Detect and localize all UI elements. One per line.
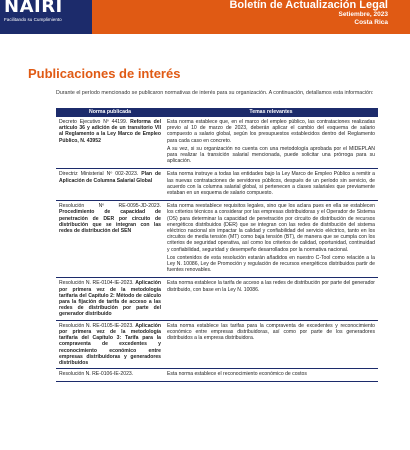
temas-cell bbox=[164, 201, 378, 278]
norma-cell bbox=[56, 320, 164, 368]
bulletin-country: Costa Rica bbox=[354, 19, 388, 26]
table-body bbox=[56, 117, 378, 382]
temas-paragraph: A su vez, si su organización no cuenta con una metodología aprobada por el MIDEPLAN para realizar la transición salarial mencionada, puede solicitar una prórroga para su aplicación. bbox=[167, 145, 375, 165]
norma-reference: Resolución N. RE-0104-IE-2023. bbox=[59, 280, 136, 287]
norma-reference: Directriz Ministerial Nº 002-2023. bbox=[59, 171, 142, 178]
norma-reference: Resolución Nº RE-0095-JD-2023. bbox=[59, 203, 161, 210]
norma-cell bbox=[56, 201, 164, 278]
norma-reference: Resolución N. RE-0106-IE-2023. bbox=[59, 371, 134, 378]
norma-title: Reforma del artículo 36 y adición de un transitorio VII al Reglamento a la Ley Marco de Empleo Público, N. 43952 bbox=[59, 119, 161, 144]
temas-cell bbox=[164, 320, 378, 368]
header-temas: Temas relevantes bbox=[164, 108, 378, 117]
norma-cell bbox=[56, 369, 164, 382]
norma-title: Aplicación por primera vez de la metodología tarifaria del Capítulo 2: Método de cálculo para la fijación de tarifa de acceso a las redes de distribución por parte del generador distribuido bbox=[59, 280, 161, 318]
norma-reference: Decreto Ejecutivo Nº 44199. bbox=[59, 119, 131, 125]
temas-paragraph: Esta norma establece las tarifas para la compraventa de excedentes y reconocimiento económico entre empresas distribuidoras, así como por parte de los generadores distribuidos a la empresa distribuidora. bbox=[167, 322, 375, 342]
temas-cell bbox=[164, 278, 378, 320]
norma-cell bbox=[56, 278, 164, 320]
logo: NAIRI bbox=[4, 0, 63, 17]
header-info bbox=[229, 0, 388, 27]
norma-title: Plan de Aplicación de Columna Salarial Global bbox=[59, 171, 161, 184]
temas-paragraph: Esta norma reestablece requisitos legales, sino que los aclara pues en ella se establecen los criterios técnicos a considerar por las empresas distribuidoras y el Operador de Sistema (OS) para determinar la capacidad de penetración por circuito de distribución de recursos energéticos distribuidos (DER) que se integran con las redes de distribución del sistema eléctrico nacional sin impactar la calidad y confiabilidad del servicio eléctrico, tanto en los circuitos de media tensión (MT) como baja tensión (BT), de manera que se cumpla con los criterios de seguridad operativa, así como los criterios de calidad, oportunidad, continuidad y confiabilidad, seguridad y desempeño desarrollados por la normativa nacional. bbox=[167, 203, 375, 253]
temas-cell bbox=[164, 369, 378, 382]
norma-title: Procedimiento de capacidad de penetración de DER por circuito de distribución que se integran con las redes de distribución del SEN bbox=[59, 209, 161, 235]
temas-paragraph: Los contenidos de esta resolución estarán añadidos en nuestro C-Tool como relación a la Ley N. 10086, Ley de Promoción y regulación de recursos energéticos distribuidos partir de fuentes renovables. bbox=[167, 254, 375, 274]
logo-block bbox=[0, 0, 92, 34]
table-header-row bbox=[56, 108, 378, 117]
temas-cell bbox=[164, 117, 378, 169]
norma-cell bbox=[56, 169, 164, 201]
header-norma: Norma publicada bbox=[56, 108, 164, 117]
norma-title: Aplicación por primera vez de la metodología tarifaria del Capítulo 3: Tarifa para la compraventa de excedentes y reconocimiento económico entre empresas distribuidoras y generadores distribuidos bbox=[59, 322, 161, 366]
bulletin-title: Boletín de Actualización Legal bbox=[229, 0, 388, 11]
temas-paragraph: Esta norma instruye a todas las entidades bajo la Ley Marco de Empleo Público a remitir a las nuevas contrataciones de servidores públicos, después de un período sin servicio, de acuerdo con la columna salarial global, si pertenecen a clases salariales que previamente estaban en un esquema de salario compuesto. bbox=[167, 171, 375, 197]
table-row bbox=[56, 169, 378, 201]
temas-paragraph: Esta norma establece el reconocimiento económico de costos bbox=[167, 371, 307, 378]
temas-cell bbox=[164, 169, 378, 201]
norma-reference: Resolución N. RE-0105-IE-2023. bbox=[59, 322, 136, 329]
publications-table bbox=[56, 108, 378, 382]
table-row bbox=[56, 117, 378, 169]
table-row bbox=[56, 369, 378, 382]
temas-paragraph: Esta norma establece que, en el marco del empleo público, las contrataciones realizadas previo al 10 de marzo de 2023, deberán aplicar el cambio del esquema de salario compuesto a salario global, según los presupuestos establecidos dentro del Reglamento para cada caso en concreto. bbox=[167, 119, 375, 144]
norma-cell bbox=[56, 117, 164, 169]
intro-paragraph: Durante el período mencionado se publicaron normativas de interés para su organización. A continuación, detallamos esta información: bbox=[56, 90, 374, 96]
table-row bbox=[56, 320, 378, 368]
table-row bbox=[56, 278, 378, 320]
table-row bbox=[56, 201, 378, 278]
header-banner bbox=[0, 0, 410, 34]
section-title: Publicaciones de interés bbox=[28, 66, 181, 81]
bulletin-date: Setiembre, 2023 bbox=[338, 11, 388, 18]
logo-tagline: Facilitando su Cumplimiento bbox=[4, 17, 62, 22]
temas-paragraph: Esta norma establece la tarifa de acceso a las redes de distribución por parte del generador distribuido, con base en la Ley N. 10086. bbox=[167, 280, 375, 293]
